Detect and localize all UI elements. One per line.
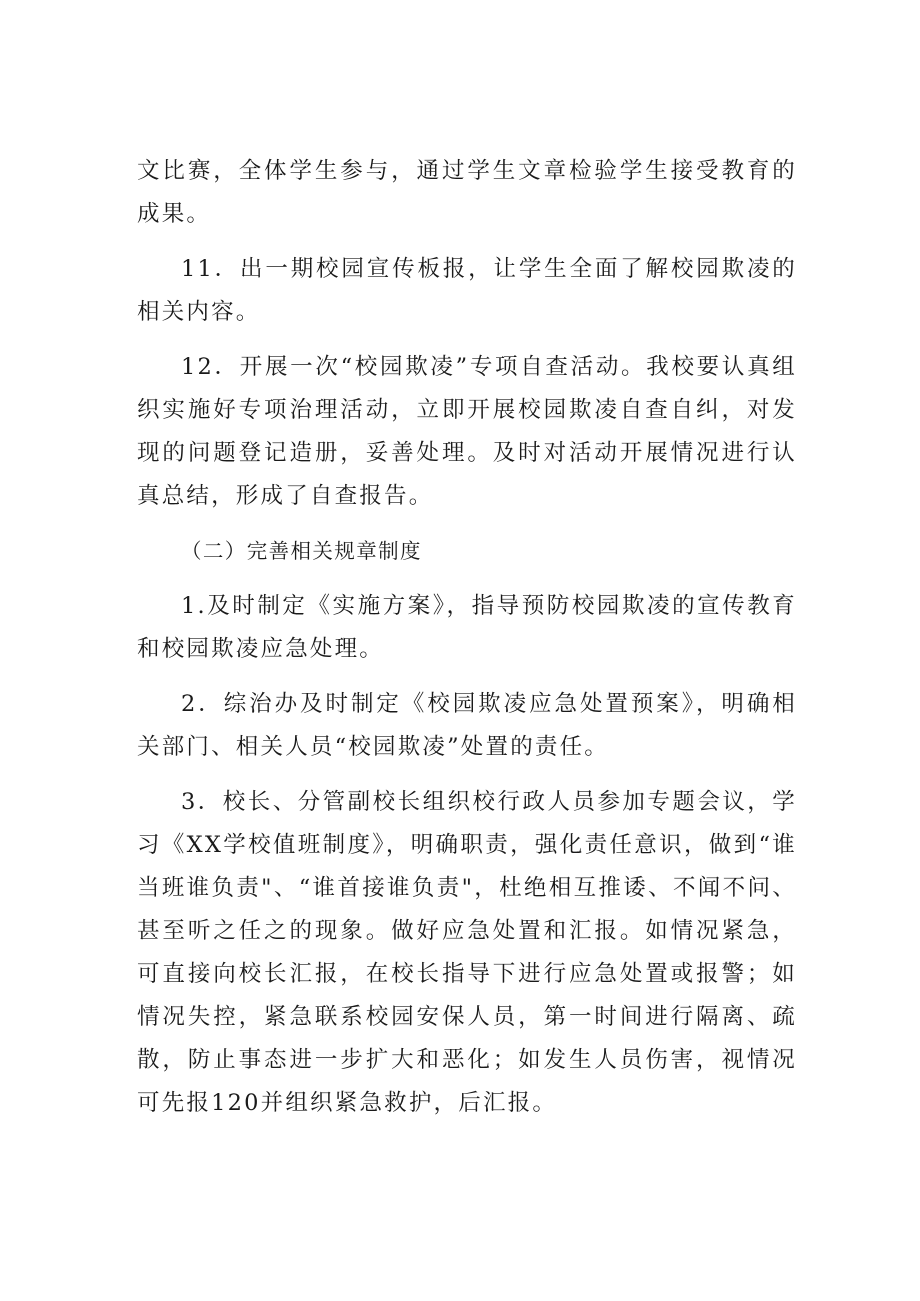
paragraph-item-11: 11．出一期校园宣传板报，让学生全面了解校园欺凌的相关内容。 <box>137 256 797 325</box>
section-heading: （二）完善相关规章制度 <box>181 539 422 563</box>
paragraph-item-2: 2．综治办及时制定《校园欺凌应急处置预案》，明确相关部门、相关人员“校园欺凌”处置的责任。 <box>137 691 797 760</box>
paragraph-continuation: 文比赛，全体学生参与，通过学生文章检验学生接受教育的成果。 <box>137 158 797 227</box>
paragraph-item-12: 12．开展一次“校园欺凌”专项自查活动。我校要认真组织实施好专项治理活动，立即开展校园欺凌自查自纠，对发现的问题登记造册，妥善处理。及时对活动开展情况进行认真总结，形成了自查报告。 <box>137 354 797 509</box>
paragraph-item-3: 3．校长、分管副校长组织校行政人员参加专题会议，学习《XX学校值班制度》，明确职责，强化责任意识，做到“谁当班谁负责"、“谁首接谁负责"，杜绝相互推诿、不闻不问、甚至听之任之的现象。做好应急处置和汇报。如情况紧急，可直接向校长汇报，在校长指导下进行应急处置或报警；如情况失控，紧急联系校园安保人员，第一时间进行隔离、疏散，防止事态进一步扩大和恶化；如发生人员伤害，视情况可先报120并组织紧急救护，后汇报。 <box>137 789 797 1116</box>
document-body <box>137 150 797 1125</box>
paragraph-item-1: 1.及时制定《实施方案》，指导预防校园欺凌的宣传教育和校园欺凌应急处理。 <box>137 593 797 662</box>
